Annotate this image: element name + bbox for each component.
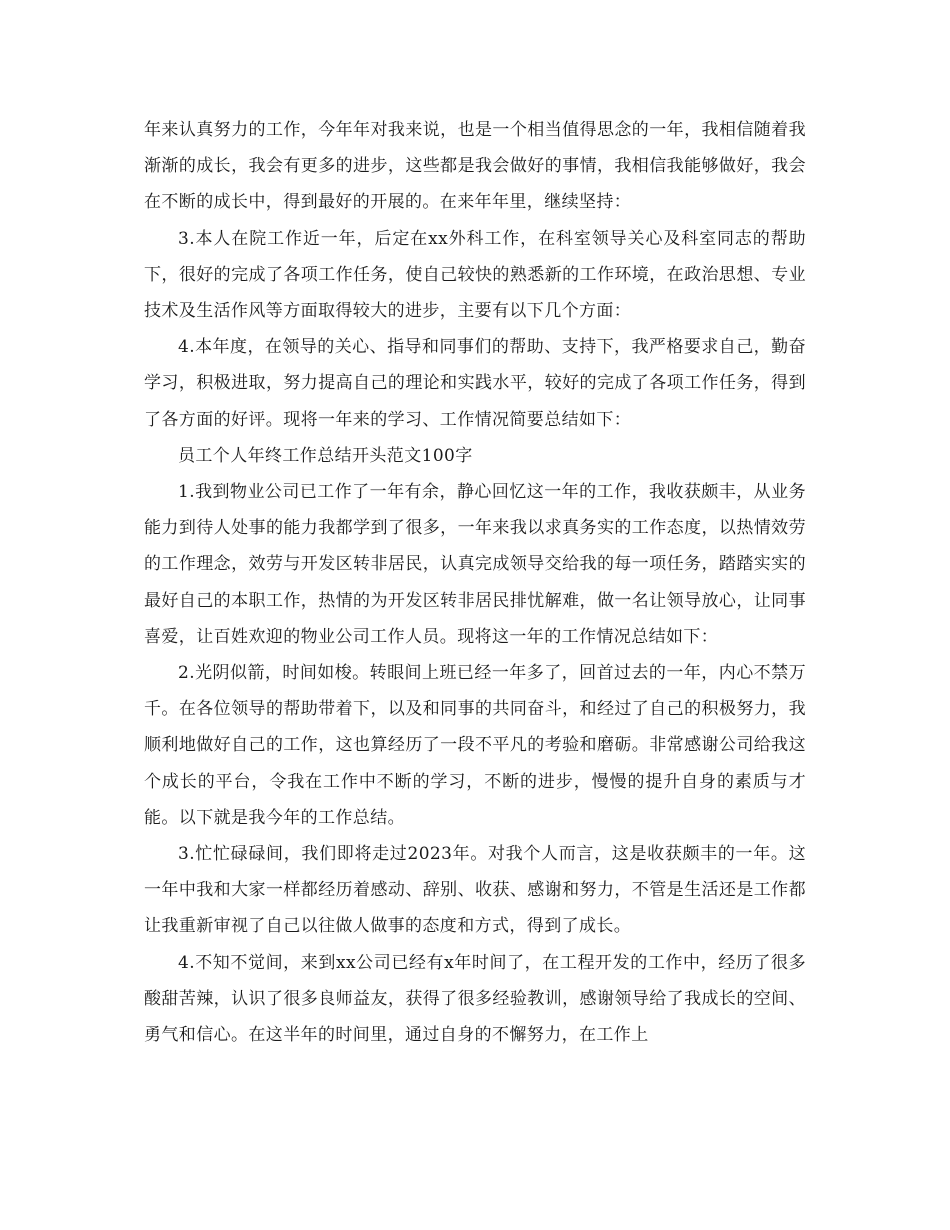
paragraph-item-4: 4.本年度，在领导的关心、指导和同事们的帮助、支持下，我严格要求自己，勤奋学习，积极进取，努力提高自己的理论和实践水平，较好的完成了各项工作任务，得到了各方面的好评。现将一年来的学习、工作情况简要总结如下： [144,337,806,430]
paragraph-continuation: 年来认真努力的工作，今年年对我来说，也是一个相当值得思念的一年，我相信随着我渐渐的成长，我会有更多的进步，这些都是我会做好的事情，我相信我能够做好，我会在不断的成长中，得到最好的开展的。在来年年里，继续坚持： [144,120,806,213]
document-body [144,112,806,1053]
paragraph-item-2: 2.光阴似箭，时间如梭。转眼间上班已经一年多了，回首过去的一年，内心不禁万千。在各位领导的帮助带着下，以及和同事的共同奋斗，和经过了自己的积极努力，我顺利地做好自己的工作，这也算经历了一段不平凡的考验和磨砺。非常感谢公司给我这个成长的平台，令我在工作中不断的学习，不断的进步，慢慢的提升自身的素质与才能。以下就是我今年的工作总结。 [144,663,806,828]
paragraph-item-1: 1.我到物业公司已工作了一年有余，静心回忆这一年的工作，我收获颇丰，从业务能力到待人处事的能力我都学到了很多，一年来我以求真务实的工作态度，以热情效劳的工作理念，效劳与开发区转非居民，认真完成领导交给我的每一项任务，踏踏实实的最好自己的本职工作，热情的为开发区转非居民排忧解难，做一名让领导放心，让同事喜爱，让百姓欢迎的物业公司工作人员。现将这一年的工作情况总结如下： [144,482,806,647]
section-heading: 员工个人年终工作总结开头范文100字 [178,445,473,466]
paragraph-item-3b: 3.忙忙碌碌间，我们即将走过2023年。对我个人而言，这是收获颇丰的一年。这一年中我和大家一样都经历着感动、辞别、收获、感谢和努力，不管是生活还是工作都让我重新审视了自己以往做人做事的态度和方式，得到了成长。 [144,844,806,937]
paragraph-item-4b: 4.不知不觉间，来到xx公司已经有x年时间了，在工程开发的工作中，经历了很多酸甜苦辣，认识了很多良师益友，获得了很多经验教训，感谢领导给了我成长的空间、勇气和信心。在这半年的时间里，通过自身的不懈努力，在工作上 [144,952,806,1046]
paragraph-item-3: 3.本人在院工作近一年，后定在xx外科工作，在科室领导关心及科室同志的帮助下，很好的完成了各项工作任务，使自己较快的熟悉新的工作环境，在政治思想、专业技术及生活作风等方面取得较大的进步，主要有以下几个方面： [144,228,806,322]
